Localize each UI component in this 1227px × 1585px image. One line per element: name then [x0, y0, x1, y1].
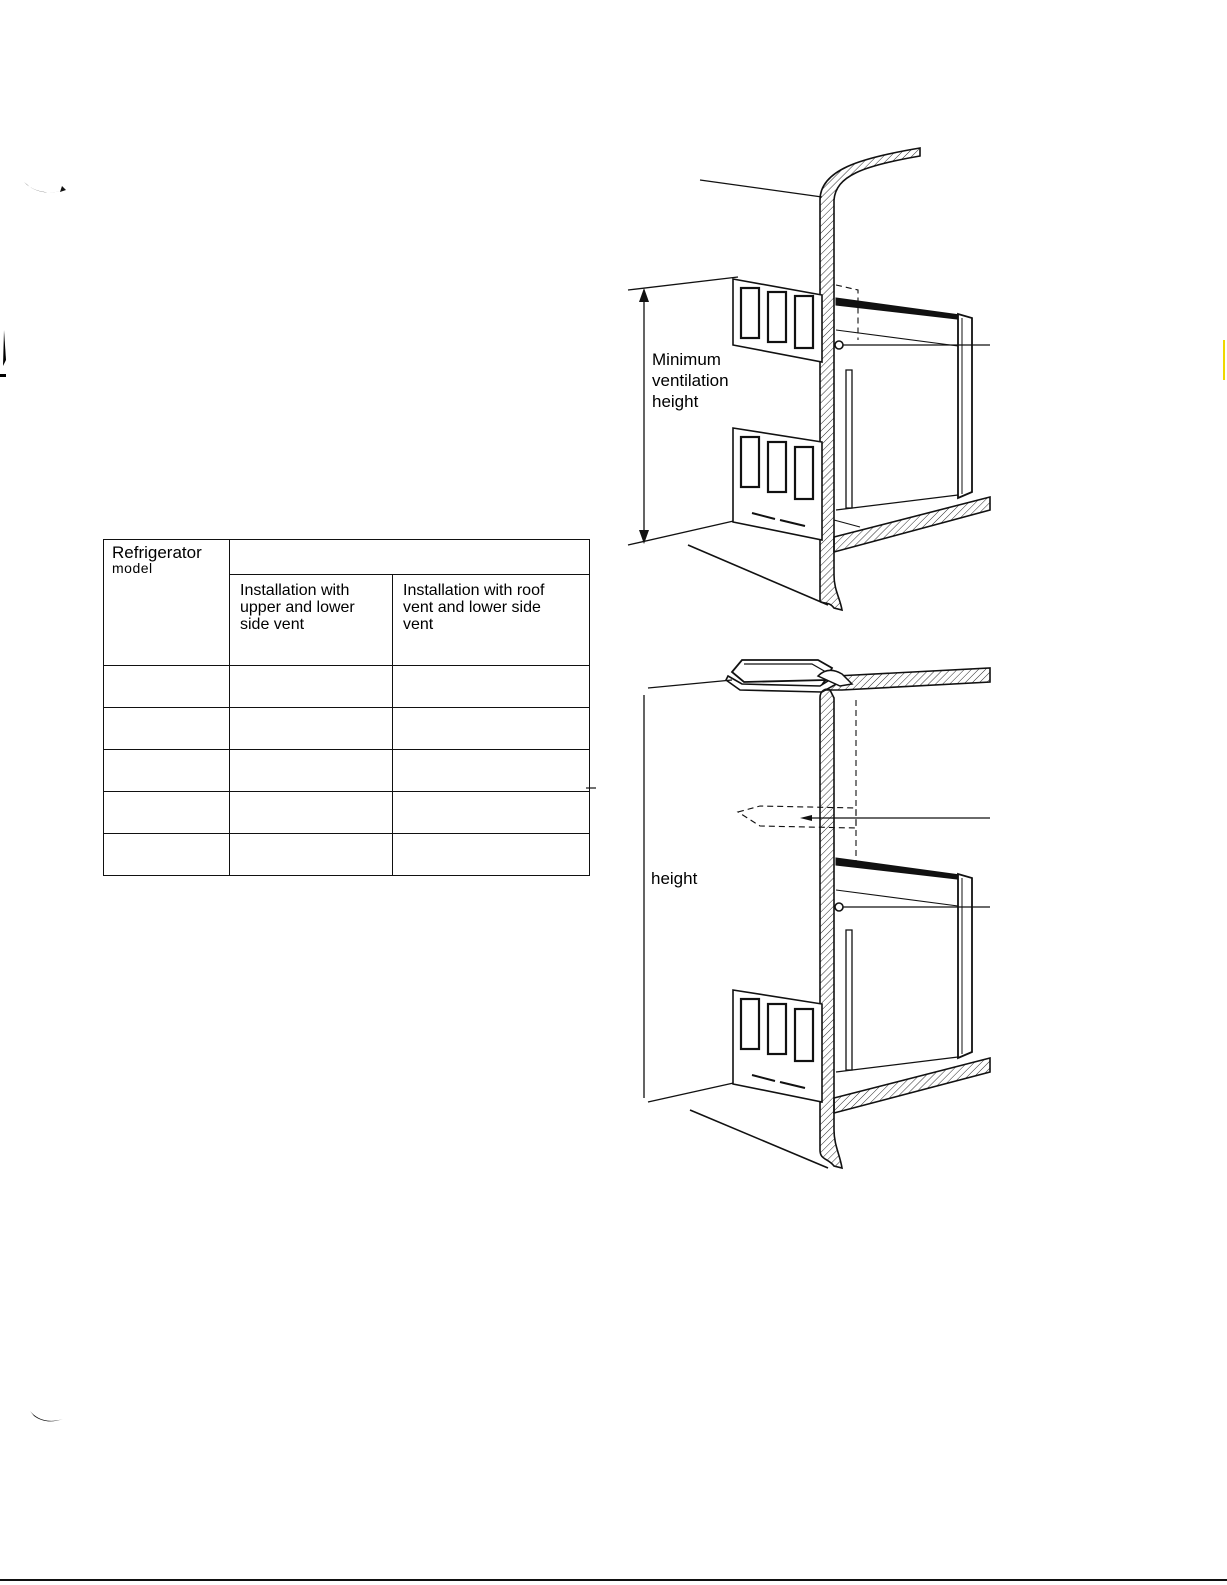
scan-mark-icon	[22, 178, 67, 202]
table-cell	[104, 750, 230, 792]
model-label: Refrigerator	[112, 543, 202, 562]
edge-mark	[1210, 340, 1227, 385]
table-header-roof-vent	[393, 575, 590, 666]
table-cell	[393, 834, 590, 876]
table-row	[104, 792, 590, 834]
table-tick-mark	[586, 786, 596, 790]
table-cell	[104, 834, 230, 876]
model-label-second-line: model	[112, 559, 153, 576]
table-cell	[104, 792, 230, 834]
edge-mark	[0, 330, 8, 380]
lower-vent-grille	[733, 990, 822, 1102]
roof-vent-installation-illustration	[644, 660, 990, 1168]
page-bottom-rule	[0, 1577, 1227, 1583]
label-line: Minimum	[652, 350, 721, 369]
table-cell	[230, 750, 393, 792]
table-row	[104, 750, 590, 792]
side-vent-label: Installation with upper and lower side vent	[240, 582, 355, 633]
table-cell	[393, 750, 590, 792]
table-cell	[104, 708, 230, 750]
table-cell	[393, 792, 590, 834]
refrigerator-drawing	[835, 858, 972, 1072]
table-cell	[230, 834, 393, 876]
table-cell	[230, 792, 393, 834]
lower-vent-grille	[733, 428, 822, 540]
side-vent-installation-illustration	[628, 148, 990, 610]
refrigerator-drawing	[835, 298, 972, 510]
ventilation-table-container	[103, 539, 589, 873]
installation-illustrations	[600, 140, 1020, 1190]
table-header-model	[104, 540, 230, 666]
table-cell	[230, 708, 393, 750]
table-cell	[393, 708, 590, 750]
height-label: height	[651, 869, 698, 888]
label-line: ventilation	[652, 371, 729, 390]
label-line: height	[652, 392, 699, 411]
upper-vent-grille	[733, 279, 822, 362]
table-cell	[104, 666, 230, 708]
roof-vent-label: Installation with roof vent and lower side vent	[403, 582, 545, 633]
table-row	[104, 708, 590, 750]
table-header-side-vent	[230, 575, 393, 666]
table-header-span	[230, 540, 590, 575]
table-cell	[393, 666, 590, 708]
scan-mark-icon	[28, 1408, 64, 1430]
table-row	[104, 666, 590, 708]
table-row	[104, 834, 590, 876]
ventilation-table	[103, 539, 590, 876]
table-cell	[230, 666, 393, 708]
